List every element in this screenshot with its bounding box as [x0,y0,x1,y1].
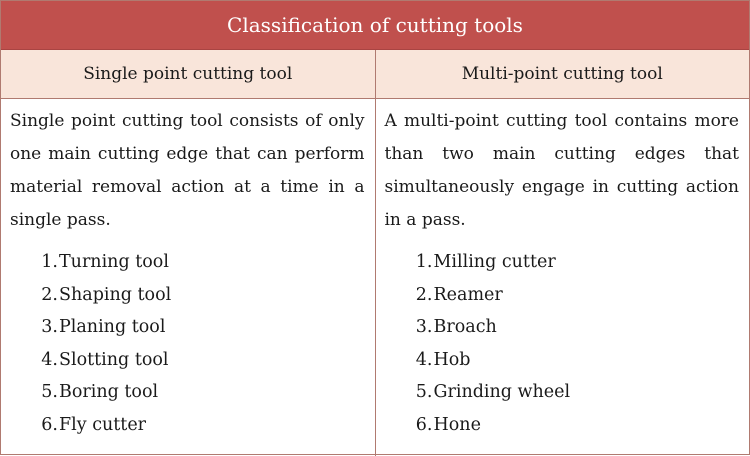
header-single-point: Single point cutting tool [83,64,293,84]
item-text: Broach [433,317,497,338]
item-number: 4. [415,349,433,370]
item-number: 6. [41,414,58,435]
multi-point-list [385,246,740,442]
list-item [10,376,365,409]
list-item [10,311,365,344]
item-number: 3. [415,317,433,338]
list-item [10,344,365,377]
item-text: Boring tool [59,382,159,403]
item-text: Fly cutter [59,414,147,435]
item-text: Milling cutter [433,252,556,272]
item-number: 5. [41,382,58,403]
table-title: Classification of cutting tools [1,1,749,50]
list-item [385,246,740,279]
multi-point-description: A multi-point cutting tool contains more than two main cutting edges that simultaneously engage in cutting action in a pass. [384,111,739,230]
item-number: 2. [415,284,433,305]
item-text: Slotting tool [59,349,169,370]
item-text: Hone [433,414,481,435]
list-item [385,279,740,312]
header-multi-point: Multi-point cutting tool [375,50,750,98]
list-item [10,279,365,312]
item-number: 6. [415,414,433,435]
item-text: Planing tool [59,317,166,338]
item-number: 3. [41,317,58,338]
item-number: 1. [415,252,433,272]
list-item [10,409,365,442]
item-number: 2. [41,284,58,305]
header-row [1,50,749,99]
item-number: 1. [41,252,58,272]
item-text: Turning tool [59,252,169,272]
item-text: Reamer [433,284,503,305]
item-text: Grinding wheel [433,382,571,403]
single-point-description: Single point cutting tool consists of only one main cutting edge that can perform material removal action at a time in a single pass. [10,111,365,230]
item-text: Shaping tool [59,284,172,305]
single-point-cell [1,99,375,456]
item-text: Hob [433,349,471,370]
item-number: 4. [41,349,58,370]
list-item [385,344,740,377]
list-item [385,409,740,442]
body-row [1,99,749,456]
list-item [10,246,365,279]
multi-point-cell [375,99,750,456]
list-item [385,376,740,409]
list-item [385,311,740,344]
single-point-list [10,246,365,442]
item-number: 5. [415,382,433,403]
